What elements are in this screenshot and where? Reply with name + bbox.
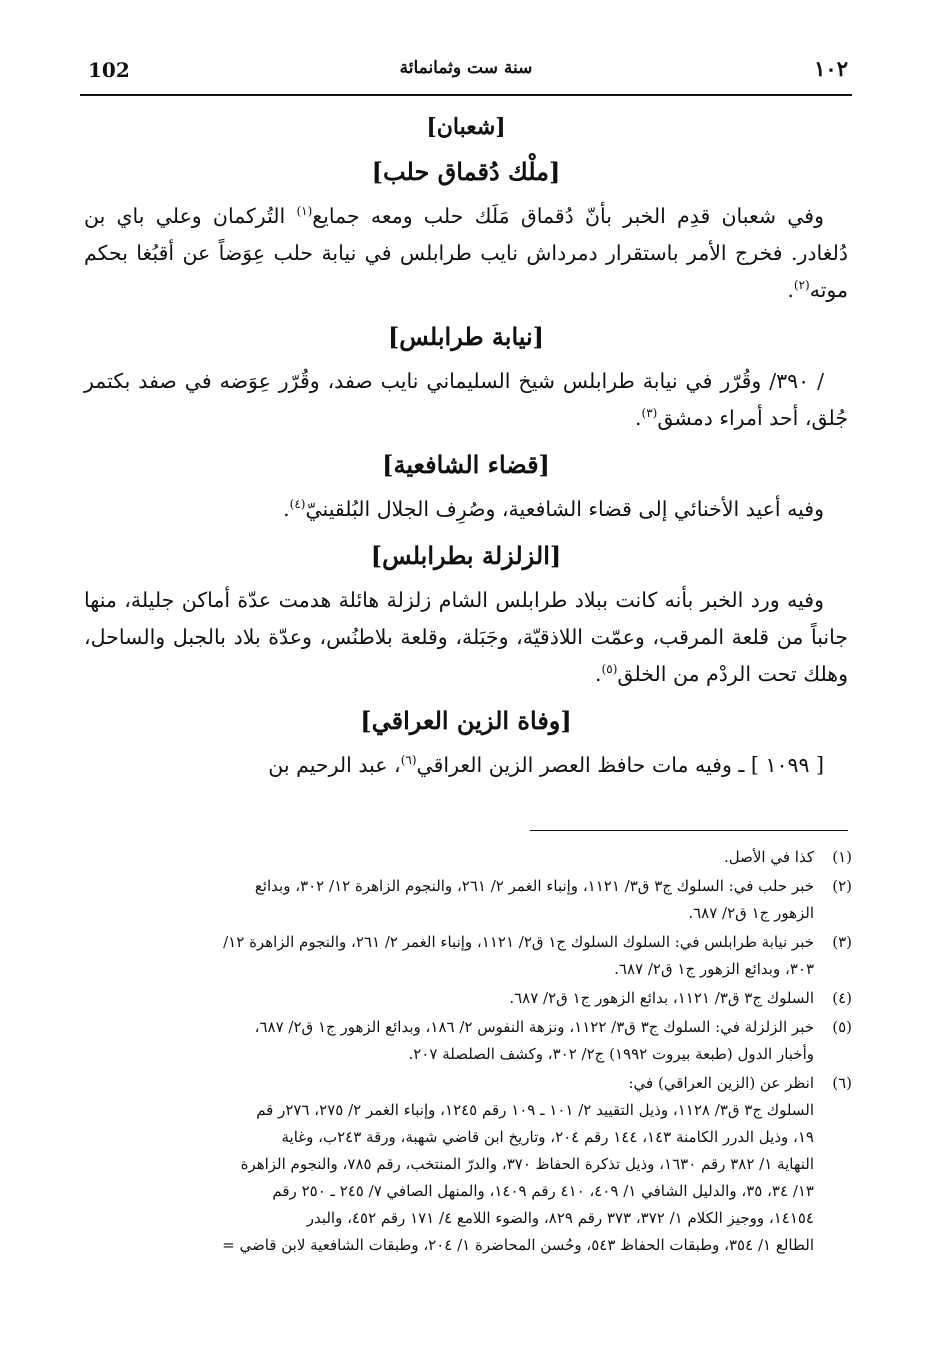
footnote-text (80, 929, 814, 983)
running-header (80, 52, 852, 92)
footnote-line: السلوك ج٣ ق٣/ ١١٢٨، وذيل التقييد ٢/ ١٠١ ـ ١٠٩ رقم ١٢٤٥، وإنباء الغمر ٢/ ٢٧٥، ٢٧٦ر قم (256, 1101, 814, 1119)
footnote-line: الزهور ج١ ق٢/ ٦٨٧. (688, 904, 814, 922)
footnote-text (80, 1070, 814, 1259)
footnote-marker[interactable]: (٢) (793, 278, 810, 293)
paragraph-text: . (634, 406, 642, 430)
footnote-text (80, 1014, 814, 1068)
section-heading: [نيابة طرابلس] (387, 322, 545, 351)
footnote-rule (530, 830, 848, 831)
footnote (80, 1070, 852, 1259)
footnote-line: وأخبار الدول (طبعة بيروت ١٩٩٢) ج٢/ ٣٠٢، وكشف الصلصلة ٢٠٧. (408, 1045, 814, 1063)
footnote-line: ٣٠٣، وبدائع الزهور ج١ ق٢/ ٦٨٧. (614, 960, 814, 978)
section-heading: [وفاة الزين العراقي] (360, 706, 572, 735)
paragraph-text: التُركمان وعلي باي بن دُلغادر. فخرج الأمر باستقرار دمرداش نايب طرابلس في نيابة حلب عِوَضاً عن أقبُغا بحكم موته (84, 204, 848, 302)
footnote-marker[interactable]: (٦) (400, 753, 417, 768)
footnote-number: (٢) (832, 877, 852, 895)
page-number-latin: 102 (88, 58, 130, 82)
page-number-arabic: ١٠٢ (814, 56, 848, 81)
paragraph-text: . (595, 662, 602, 686)
paragraph-text: . (787, 278, 794, 302)
paragraph-text: وفيه ورد الخبر بأنه كانت ببلاد طرابلس الشام زلزلة هائلة هدمت عدّة أماكن جليلة، منها جانباً من قلعة المرقب، وعمّت اللاذقيّة، وجَبَلة، وقلعة بلاطنُس، وعدّة بلاد بالجبل والساحل، وهلك تحت الردْم من الخلق (84, 588, 848, 686)
footnote (80, 844, 852, 871)
footnote-line: الطالع ١/ ٣٥٤، وطبقات الحفاظ ٥٤٣، وحُسن المحاضرة ١/ ٢٠٤، وطبقات الشافعية لابن قاضي = (222, 1236, 814, 1254)
footnote-line: كذا في الأصل. (724, 848, 814, 866)
paragraph-text: وفي شعبان قدِم الخبر بأنّ دُقماق مَلَك حلب ومعه جمايع (312, 204, 824, 228)
section-heading: [الزلزلة بطرابلس] (370, 541, 562, 570)
footnote (80, 873, 852, 927)
footnote-number: (٥) (832, 1018, 852, 1036)
footnote-line: انظر عن (الزين العراقي) في: (628, 1074, 814, 1092)
section-paragraph (84, 491, 848, 528)
footnote-number: (٦) (832, 1074, 852, 1092)
running-title: سنة ست وثمانمائة (399, 58, 533, 78)
footnote (80, 1014, 852, 1068)
footnote-number: (١) (832, 848, 852, 866)
footnote-number: (٤) (832, 989, 852, 1007)
footnote-line: النهاية ١/ ٣٨٢ رقم ١٦٣٠، وذيل تذكرة الحفاظ ٣٧٠، والدرّ المنتخب، رقم ٧٨٥، والنجوم الزاهرة (240, 1155, 814, 1173)
header-rule (80, 94, 852, 96)
footnote-marker[interactable]: (٤) (289, 497, 306, 512)
paragraph-text: وفيه أعيد الأخنائي إلى قضاء الشافعية، وصُرِف الجلال البُلقينيّ (305, 497, 824, 521)
footnote-text (80, 985, 814, 1012)
section-heading: [قضاء الشافعية] (382, 450, 550, 479)
footnote-line: السلوك ج٣ ق٣/ ١١٢١، بدائع الزهور ج١ ق٢/ ٦٨٧. (509, 989, 814, 1007)
section-paragraph (84, 582, 848, 693)
footnote-marker[interactable]: (٥) (601, 662, 618, 677)
footnote-marker[interactable]: (١) (296, 204, 313, 219)
paragraph-text: ، عبد الرحيم بن (268, 753, 401, 777)
footnote-line: ١٣/ ٣٤، ٣٥، والدليل الشافي ١/ ٤٠٩، ٤١٠ رقم ١٤٠٩، والمنهل الصافي ٧/ ٢٤٥ ـ ٢٥٠ رقم (272, 1182, 814, 1200)
footnote (80, 985, 852, 1012)
footnote-line: خبر نيابة طرابلس في: السلوك السلوك ج١ ق٢/ ١١٢١، وإنباء الغمر ٢/ ٢٦١، والنجوم الزاهرة ١٢/ (223, 933, 814, 951)
footnote-line: خبر الزلزلة في: السلوك ج٣ ق٣/ ١١٢٢، ونزهة النفوس ٢/ ١٨٦، وبدائع الزهور ج١ ق٢/ ٦٨٧، (254, 1018, 814, 1036)
sections (84, 150, 848, 784)
section-paragraph (84, 747, 848, 784)
footnote-text (80, 844, 814, 871)
month-heading: [شعبان] (426, 114, 506, 140)
paragraph-text: [ ١٠٩٩ ] ـ وفيه مات حافظ العصر الزين العراقي (416, 753, 824, 777)
footnote-line: ١٩، وذيل الدرر الكامنة ١٤٣، ١٤٤ رقم ٢٠٤، وتاريخ ابن قاضي شهبة، ورقة ٢٤٣ب، وغاية (281, 1128, 814, 1146)
footnote-line: خبر حلب في: السلوك ج٣ ق٣/ ١١٢١، وإنباء الغمر ٢/ ٢٦١، والنجوم الزاهرة ١٢/ ٣٠٢، وبدائع (254, 877, 814, 895)
section-heading: [ملْك دُقماق حلب] (371, 157, 561, 186)
paragraph-text: . (283, 497, 290, 521)
footnote (80, 929, 852, 983)
footnote-line: ١٤١٥٤، ووجيز الكلام ١/ ٣٧٢، ٣٧٣ رقم ٨٢٩، والضوء اللامع ٤/ ١٧١ رقم ٤٥٢، والبدر (306, 1209, 814, 1227)
main-text (84, 108, 848, 790)
footnote-marker[interactable]: (٣) (641, 406, 658, 421)
footnotes (80, 844, 852, 1261)
section-paragraph (84, 363, 848, 437)
footnote-number: (٣) (832, 933, 852, 951)
section-paragraph (84, 198, 848, 309)
footnote-text (80, 873, 814, 927)
paragraph-text: / ٣٩٠/ وقُرّر في نيابة طرابلس شيخ السليماني نايب صفد، وقُرّر عِوَضه في صفد بكتمر جُلق، أحد أمراء دمشق (84, 369, 848, 430)
